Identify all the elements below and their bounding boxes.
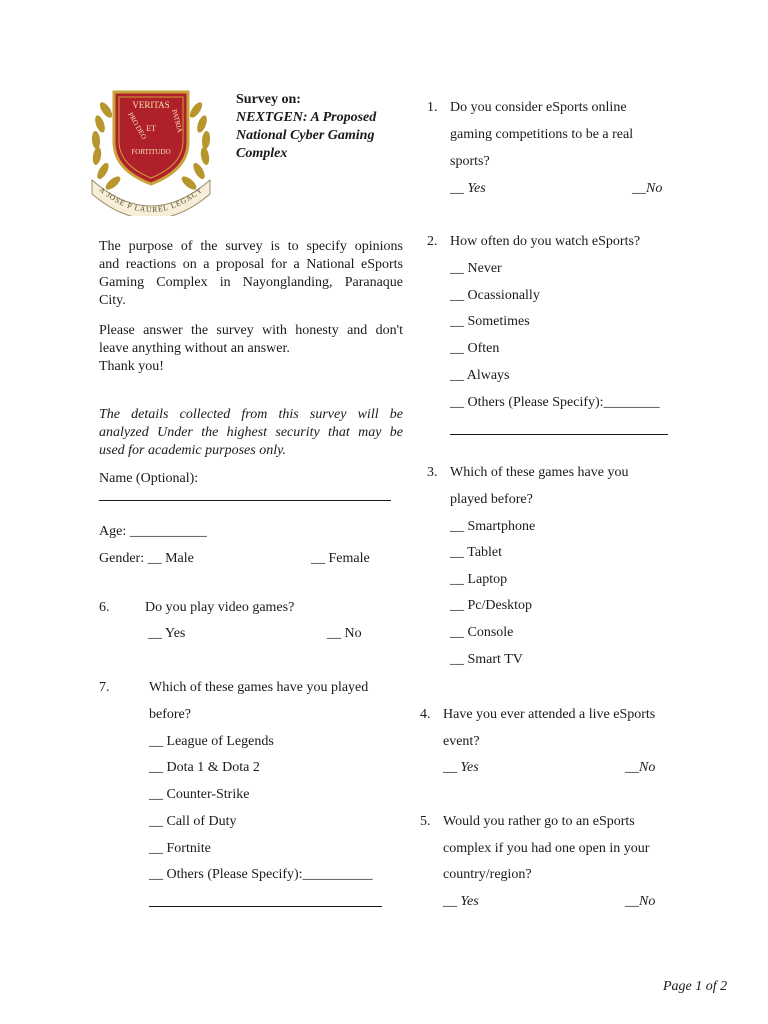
q6-no-option[interactable]: __ No bbox=[327, 626, 362, 641]
header-title-line1: NEXTGEN: A Proposed bbox=[236, 110, 377, 125]
q7-others-line[interactable] bbox=[149, 906, 382, 907]
q1-text-line3: sports? bbox=[450, 154, 490, 169]
q7-option-cod[interactable]: __ Call of Duty bbox=[149, 814, 237, 829]
q2-option-others[interactable]: __ Others (Please Specify):________ bbox=[450, 395, 660, 410]
q3-number: 3. bbox=[427, 465, 438, 480]
intro-p3-line3: used for academic purposes only. bbox=[99, 443, 287, 458]
intro-p2-line1: Please answer the survey with honesty and don't bbox=[99, 323, 403, 338]
q7-text-line1: Which of these games have you played bbox=[149, 680, 369, 695]
name-field[interactable] bbox=[99, 500, 391, 501]
seal-middle-text: ET bbox=[146, 124, 156, 133]
intro-p1-line2: and reactions on a proposal for a National eSports bbox=[99, 257, 403, 272]
q4-no-option[interactable]: __No bbox=[625, 760, 656, 775]
header-survey-on: Survey on: bbox=[236, 92, 301, 107]
q7-option-dota[interactable]: __ Dota 1 & Dota 2 bbox=[149, 760, 260, 775]
q3-option-smarttv[interactable]: __ Smart TV bbox=[450, 652, 523, 667]
seal-right-text: PATRIA bbox=[170, 108, 184, 134]
q3-option-smartphone[interactable]: __ Smartphone bbox=[450, 519, 536, 534]
intro-p3-line1: The details collected from this survey will be bbox=[99, 407, 403, 422]
q2-text: How often do you watch eSports? bbox=[450, 234, 641, 249]
q5-text-line1: Would you rather go to an eSports bbox=[443, 814, 635, 829]
q4-text-line1: Have you ever attended a live eSports bbox=[443, 707, 656, 722]
q1-number: 1. bbox=[427, 100, 438, 115]
page-number: Page 1 of 2 bbox=[663, 979, 728, 994]
header-title-line2: National Cyber Gaming bbox=[236, 128, 375, 143]
q7-option-fortnite[interactable]: __ Fortnite bbox=[149, 841, 211, 856]
gender-female-option[interactable]: __ Female bbox=[311, 551, 370, 566]
seal-left-text: PRO DEO bbox=[126, 111, 149, 141]
seal-bottom-text: FORTITUDO bbox=[131, 148, 171, 156]
q7-option-cs[interactable]: __ Counter-Strike bbox=[149, 787, 250, 802]
q2-option-always[interactable]: __ Always bbox=[450, 368, 510, 383]
q4-number: 4. bbox=[420, 707, 431, 722]
school-seal-logo bbox=[86, 84, 216, 216]
q7-text-line2: before? bbox=[149, 707, 191, 722]
q3-option-laptop[interactable]: __ Laptop bbox=[450, 572, 508, 587]
q5-no-option[interactable]: __No bbox=[625, 894, 656, 909]
q5-text-line3: country/region? bbox=[443, 867, 532, 882]
intro-p3-line2: analyzed Under the highest security that may be bbox=[99, 425, 403, 440]
intro-p1-line4: City. bbox=[99, 293, 126, 308]
q7-option-others[interactable]: __ Others (Please Specify):__________ bbox=[149, 867, 373, 882]
q2-others-line[interactable] bbox=[450, 434, 668, 435]
intro-p1-line1: The purpose of the survey is to specify opinions bbox=[99, 239, 403, 254]
q2-option-never[interactable]: __ Never bbox=[450, 261, 502, 276]
q6-text: Do you play video games? bbox=[145, 600, 295, 615]
q2-number: 2. bbox=[427, 234, 438, 249]
gender-male-option[interactable]: Gender: __ Male bbox=[99, 551, 194, 566]
q2-option-occasionally[interactable]: __ Ocassionally bbox=[450, 288, 540, 303]
q2-option-often[interactable]: __ Often bbox=[450, 341, 500, 356]
q5-yes-option[interactable]: __ Yes bbox=[443, 894, 479, 909]
q1-yes-option[interactable]: __ Yes bbox=[450, 181, 486, 196]
q1-text-line2: gaming competitions to be a real bbox=[450, 127, 634, 142]
q6-number: 6. bbox=[99, 600, 110, 615]
q3-text-line2: played before? bbox=[450, 492, 533, 507]
header-title-line3: Complex bbox=[236, 146, 288, 161]
q7-option-lol[interactable]: __ League of Legends bbox=[149, 734, 274, 749]
intro-p2-line3: Thank you! bbox=[99, 359, 164, 374]
q5-number: 5. bbox=[420, 814, 431, 829]
q3-text-line1: Which of these games have you bbox=[450, 465, 629, 480]
q6-yes-option[interactable]: __ Yes bbox=[148, 626, 186, 641]
seal-top-text: VERITAS bbox=[132, 100, 170, 110]
q2-option-sometimes[interactable]: __ Sometimes bbox=[450, 314, 530, 329]
q3-option-pc[interactable]: __ Pc/Desktop bbox=[450, 598, 533, 613]
age-field[interactable]: Age: ___________ bbox=[99, 524, 207, 539]
q1-text-line1: Do you consider eSports online bbox=[450, 100, 627, 115]
name-label: Name (Optional): bbox=[99, 471, 199, 486]
seal-ribbon-text: A JOSE P LAUREL LEGACY bbox=[97, 185, 205, 215]
q1-no-option[interactable]: __No bbox=[632, 181, 663, 196]
q4-text-line2: event? bbox=[443, 734, 480, 749]
q7-number: 7. bbox=[99, 680, 110, 695]
q4-yes-option[interactable]: __ Yes bbox=[443, 760, 479, 775]
intro-p2-line2: leave anything without an answer. bbox=[99, 341, 290, 356]
q5-text-line2: complex if you had one open in your bbox=[443, 841, 650, 856]
q3-option-console[interactable]: __ Console bbox=[450, 625, 514, 640]
intro-p1-line3: Gaming Complex in Nayonglanding, Paranaque bbox=[99, 275, 403, 290]
q3-option-tablet[interactable]: __ Tablet bbox=[450, 545, 503, 560]
